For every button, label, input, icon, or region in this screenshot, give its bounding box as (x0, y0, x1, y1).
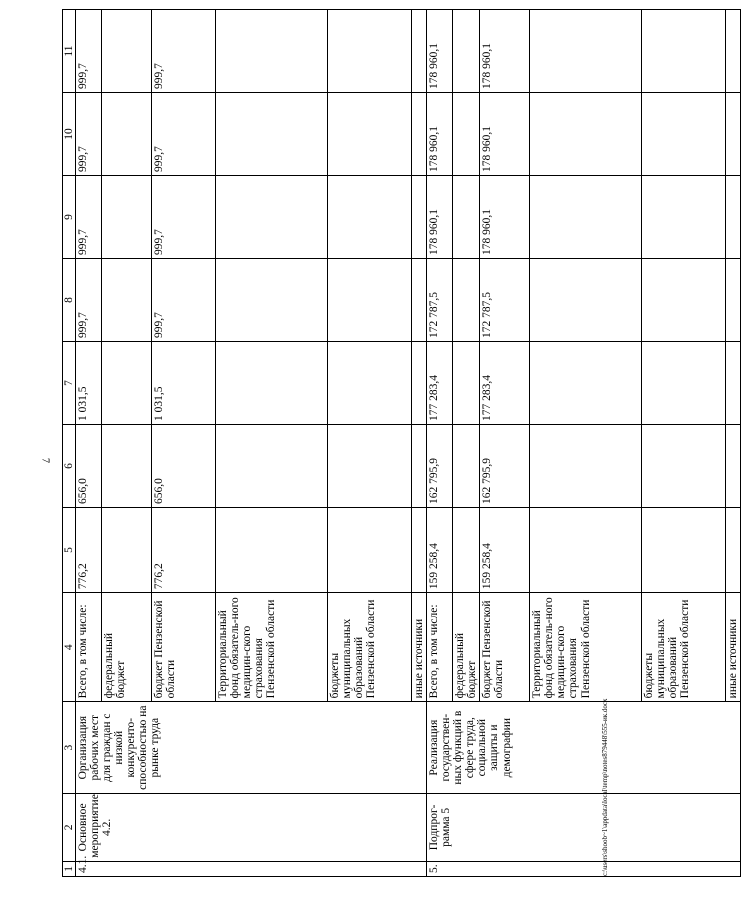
funding-value-cell: 999,7 (152, 93, 216, 176)
funding-value-cell (412, 93, 427, 176)
funding-value-cell (530, 93, 642, 176)
funding-value-cell (642, 259, 726, 342)
funding-value-cell: 999,7 (152, 176, 216, 259)
funding-value-cell: 159 258,4 (480, 507, 530, 592)
funding-value-cell: 999,7 (76, 259, 102, 342)
funding-value-cell: 656,0 (152, 424, 216, 507)
funding-value-cell: 162 795,9 (427, 424, 453, 507)
funding-value-cell (102, 507, 152, 592)
column-header: 1 (63, 861, 76, 876)
funding-value-cell (642, 342, 726, 425)
funding-value-cell (412, 10, 427, 93)
funding-value-cell (453, 259, 480, 342)
funding-value-cell (453, 342, 480, 425)
funding-value-cell (453, 93, 480, 176)
funding-source-label: федеральный бюджет (102, 593, 152, 702)
funding-value-cell (726, 507, 741, 592)
funding-value-cell (216, 259, 328, 342)
funding-value-cell (328, 424, 412, 507)
funding-value-cell (216, 507, 328, 592)
funding-source-label: Всего, в том числе: (76, 593, 102, 702)
funding-value-cell (642, 10, 726, 93)
funding-value-cell (328, 259, 412, 342)
funding-value-cell: 999,7 (152, 10, 216, 93)
funding-value-cell: 172 787,5 (480, 259, 530, 342)
funding-value-cell (453, 507, 480, 592)
funding-value-cell (412, 176, 427, 259)
funding-value-cell: 776,2 (152, 507, 216, 592)
funding-value-cell (102, 424, 152, 507)
row-description: Реализация государствен-ных функций в сфере труда, социальной защиты и демографии (427, 702, 741, 794)
funding-value-cell (530, 424, 642, 507)
funding-value-cell (726, 342, 741, 425)
funding-value-cell (102, 93, 152, 176)
funding-value-cell (328, 342, 412, 425)
funding-value-cell (453, 176, 480, 259)
funding-value-cell (642, 176, 726, 259)
funding-value-cell (412, 259, 427, 342)
funding-value-cell (642, 424, 726, 507)
funding-value-cell (216, 342, 328, 425)
column-header: 9 (63, 176, 76, 259)
column-header: 2 (63, 794, 76, 862)
column-header: 5 (63, 507, 76, 592)
funding-value-cell: 162 795,9 (480, 424, 530, 507)
funding-value-cell: 1 031,5 (152, 342, 216, 425)
funding-value-cell: 159 258,4 (427, 507, 453, 592)
funding-value-cell (530, 10, 642, 93)
column-header: 6 (63, 424, 76, 507)
funding-value-cell: 999,7 (152, 259, 216, 342)
funding-value-cell (412, 342, 427, 425)
funding-value-cell (328, 176, 412, 259)
funding-value-cell (642, 507, 726, 592)
funding-value-cell (453, 10, 480, 93)
funding-value-cell (216, 424, 328, 507)
funding-value-cell: 999,7 (76, 93, 102, 176)
funding-value-cell (412, 507, 427, 592)
budget-table (62, 9, 741, 877)
column-header: 3 (63, 702, 76, 794)
rotated-document-page (62, 9, 741, 877)
funding-value-cell (726, 259, 741, 342)
funding-value-cell (726, 176, 741, 259)
funding-value-cell: 178 960,1 (480, 176, 530, 259)
funding-value-cell (642, 93, 726, 176)
funding-value-cell: 999,7 (76, 10, 102, 93)
funding-source-label: Всего, в том числе: (427, 593, 453, 702)
funding-value-cell: 656,0 (76, 424, 102, 507)
funding-value-cell (216, 93, 328, 176)
row-number: 4.1. (76, 861, 427, 876)
funding-source-label: Территориальный фонд обязатель-ного медицин-ского страхования Пензенской области (530, 593, 642, 702)
funding-value-cell (530, 176, 642, 259)
column-header: 11 (63, 10, 76, 93)
funding-value-cell (328, 507, 412, 592)
funding-value-cell (530, 507, 642, 592)
funding-source-label: бюджет Пензенской области (152, 593, 216, 702)
funding-value-cell: 776,2 (76, 507, 102, 592)
row-description: Организация рабочих мест для граждан с низкой конкуренто-способностью на рынке труда (76, 702, 427, 794)
funding-value-cell (102, 176, 152, 259)
funding-value-cell (453, 424, 480, 507)
column-header: 10 (63, 93, 76, 176)
funding-value-cell: 178 960,1 (427, 176, 453, 259)
funding-value-cell: 172 787,5 (427, 259, 453, 342)
funding-value-cell: 1 031,5 (76, 342, 102, 425)
funding-source-label: бюджеты муниципальных образований Пензенской области (642, 593, 726, 702)
funding-source-label: бюджет Пензенской области (480, 593, 530, 702)
table-row (427, 10, 453, 877)
funding-source-label: федеральный бюджет (453, 593, 480, 702)
funding-source-label: бюджеты муниципальных образований Пензенской области (328, 593, 412, 702)
column-header: 8 (63, 259, 76, 342)
funding-value-cell (726, 93, 741, 176)
footer-file-path: c:\users\shoob~1\appdata\local\temp\notes879448\555-ик.docx (601, 698, 609, 876)
funding-value-cell (328, 10, 412, 93)
funding-value-cell: 178 960,1 (480, 93, 530, 176)
funding-value-cell: 178 960,1 (427, 93, 453, 176)
column-number-header-row (63, 10, 76, 877)
funding-value-cell (530, 259, 642, 342)
funding-value-cell: 178 960,1 (427, 10, 453, 93)
table-row (76, 10, 102, 877)
funding-value-cell: 999,7 (76, 176, 102, 259)
funding-value-cell: 177 283,4 (427, 342, 453, 425)
funding-value-cell (726, 10, 741, 93)
funding-value-cell (412, 424, 427, 507)
funding-value-cell: 178 960,1 (480, 10, 530, 93)
funding-value-cell (726, 424, 741, 507)
funding-value-cell (102, 10, 152, 93)
funding-value-cell (216, 176, 328, 259)
funding-source-label: Территориальный фонд обязатель-ного медицин-ского страхования Пензенской области (216, 593, 328, 702)
funding-value-cell (530, 342, 642, 425)
funding-value-cell: 177 283,4 (480, 342, 530, 425)
funding-source-label: иные источники (726, 593, 741, 702)
row-name: Подпрог-рамма 5 (427, 794, 741, 862)
page-number: 7 (39, 458, 51, 463)
row-name: Основное мероприятие 4.2. (76, 794, 427, 862)
funding-source-label: иные источники (412, 593, 427, 702)
funding-value-cell (102, 259, 152, 342)
funding-value-cell (102, 342, 152, 425)
funding-value-cell (216, 10, 328, 93)
row-number: 5. (427, 861, 741, 876)
funding-value-cell (328, 93, 412, 176)
column-header: 7 (63, 342, 76, 425)
column-header: 4 (63, 593, 76, 702)
